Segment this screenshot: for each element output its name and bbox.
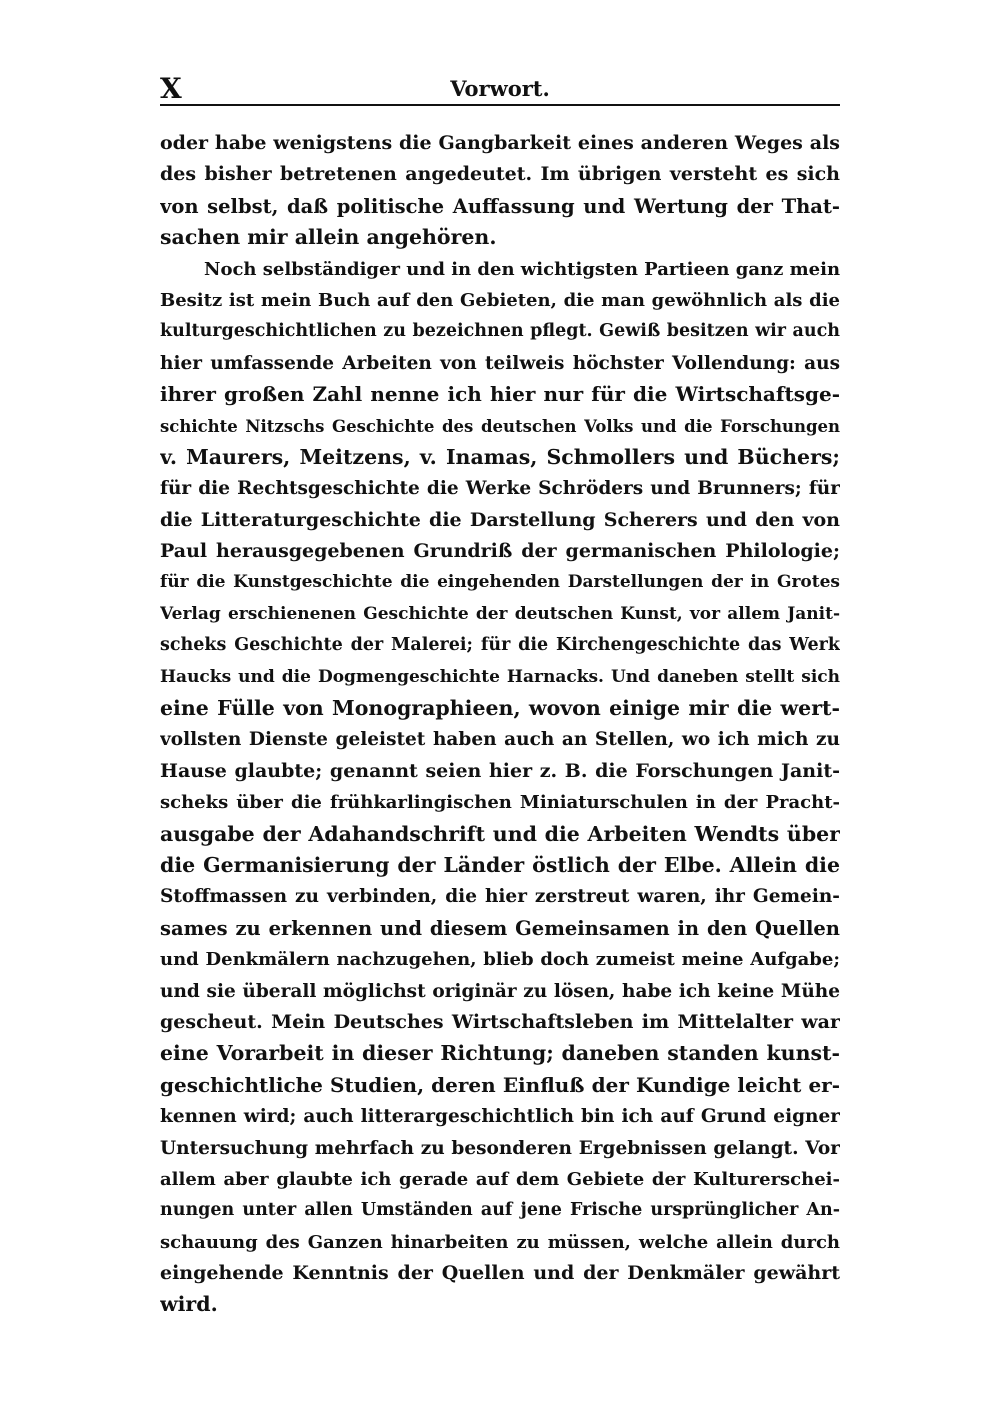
text-line: für die Kunstgeschichte die eingehenden Darstellungen der in Grotes xyxy=(160,572,840,593)
text-line: allem aber glaubte ich gerade auf dem Gebiete der Kulturerschei- xyxy=(160,1168,840,1190)
text-line: Untersuchung mehrfach zu besonderen Ergebnissen gelangt. Vor xyxy=(160,1137,840,1159)
text-line: Stoffmassen zu verbinden, die hier zerstreut waren, ihr Gemein- xyxy=(160,886,840,908)
text-line: und sie überall möglichst originär zu lösen, habe ich keine Mühe xyxy=(160,980,840,1002)
text-line: kennen wird; auch litterargeschichtlich bin ich auf Grund eigner xyxy=(160,1106,840,1128)
text-line: hier umfassende Arbeiten von teilweis höchster Vollendung: aus xyxy=(160,352,840,374)
text-line: sames zu erkennen und diesem Gemeinsamen in den Quellen xyxy=(160,916,840,940)
text-line: eine Vorarbeit in dieser Richtung; daneben standen kunst- xyxy=(160,1041,840,1066)
text-line: des bisher betretenen angedeutet. Im übrigen versteht es sich xyxy=(160,163,840,186)
text-line: gescheut. Mein Deutsches Wirtschaftsleben im Mittelalter war xyxy=(160,1010,840,1033)
text-line: Paul herausgegebenen Grundriß der germanischen Philologie; xyxy=(160,540,840,563)
text-line: kulturgeschichtlichen zu bezeichnen pflegt. Gewiß besitzen wir auch xyxy=(160,321,840,342)
text-line: Hause glaubte; genannt seien hier z. B. die Forschungen Janit- xyxy=(160,759,840,782)
text-line: schichte Nitzschs Geschichte des deutschen Volks und die Forschungen xyxy=(160,416,840,436)
text-line: ausgabe der Adahandschrift und die Arbeiten Wendts über xyxy=(160,821,840,846)
text-line: ihrer großen Zahl nenne ich hier nur für die Wirtschaftsge- xyxy=(160,382,840,407)
text-line: sachen mir allein angehören. xyxy=(160,225,497,250)
text-line: scheks über die frühkarlingischen Miniaturschulen in der Pracht- xyxy=(160,792,840,814)
text-line: Noch selbständiger und in den wichtigsten Partieen ganz mein xyxy=(204,258,840,280)
page-header xyxy=(160,70,840,106)
text-line: scheks Geschichte der Malerei; für die Kirchengeschichte das Werk xyxy=(160,635,840,656)
text-line: vollsten Dienste geleistet haben auch an Stellen, wo ich mich zu xyxy=(160,729,840,751)
page-number: X xyxy=(160,72,183,105)
text-line: Haucks und die Dogmengeschichte Harnacks. Und daneben stellt sich xyxy=(160,666,840,687)
body-text xyxy=(160,128,840,1321)
text-line: eingehende Kenntnis der Quellen und der Denkmäler gewährt xyxy=(160,1262,840,1285)
running-title: Vorwort. xyxy=(450,76,550,101)
text-line: oder habe wenigstens die Gangbarkeit eines anderen Weges als xyxy=(160,132,840,154)
text-line: und Denkmälern nachzugehen, blieb doch zumeist meine Aufgabe; xyxy=(160,949,840,971)
text-line: Verlag erschienenen Geschichte der deutschen Kunst, vor allem Janit- xyxy=(160,603,840,624)
text-line: wird. xyxy=(160,1292,218,1317)
text-line: eine Fülle von Monographieen, wovon einige mir die wert- xyxy=(160,696,840,721)
text-line: die Litteraturgeschichte die Darstellung Scherers und den von xyxy=(160,508,840,531)
text-line: von selbst, daß politische Auffassung und Wertung der That- xyxy=(160,194,840,218)
text-line: für die Rechtsgeschichte die Werke Schröders und Brunners; für xyxy=(160,478,840,500)
text-line: geschichtliche Studien, deren Einfluß der Kundige leicht er- xyxy=(160,1072,840,1097)
text-line: v. Maurers, Meitzens, v. Inamas, Schmollers und Büchers; xyxy=(160,444,840,469)
text-line: schauung des Ganzen hinarbeiten zu müssen, welche allein durch xyxy=(160,1231,840,1253)
header-rule xyxy=(160,104,840,106)
text-line: Besitz ist mein Buch auf den Gebieten, die man gewöhnlich als die xyxy=(160,289,840,311)
text-line: nungen unter allen Umständen auf jene Frische ursprünglicher An- xyxy=(160,1200,840,1221)
text-line: die Germanisierung der Länder östlich der Elbe. Allein die xyxy=(160,852,840,877)
